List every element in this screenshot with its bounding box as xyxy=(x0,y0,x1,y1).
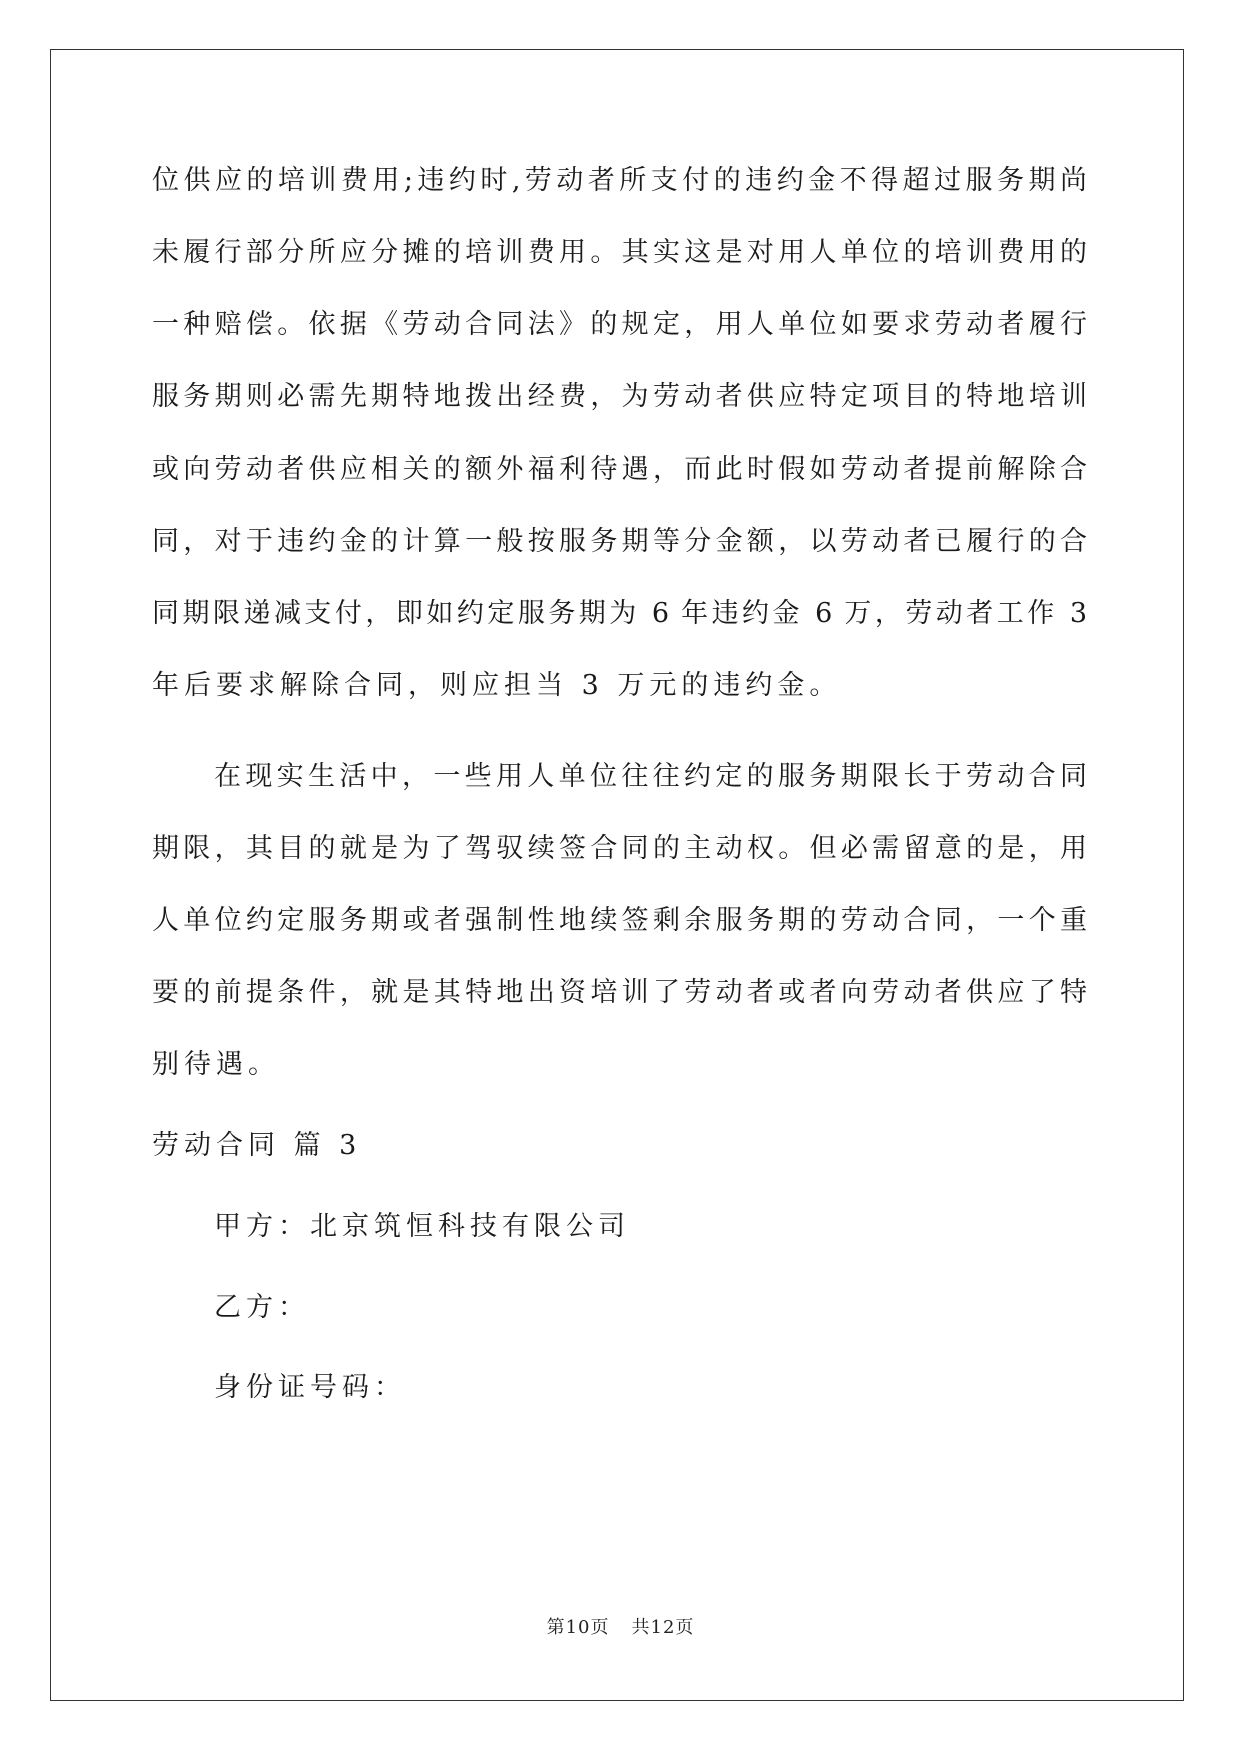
paragraph-line: 同期限递减支付，即如约定服务期为 6 年违约金 6 万，劳动者工作 3 xyxy=(152,598,1087,629)
paragraph-line: 或向劳动者供应相关的额外福利待遇，而此时假如劳动者提前解除合 xyxy=(152,454,1087,485)
paragraph-line: 未履行部分所应分摊的培训费用。其实这是对用人单位的培训费用的 xyxy=(152,237,1087,268)
page-footer xyxy=(0,1613,1241,1639)
paragraph-line: 要的前提条件，就是其特地出资培训了劳动者或者向劳动者供应了特 xyxy=(152,977,1087,1008)
paragraph-line: 位供应的培训费用;违约时,劳动者所支付的违约金不得超过服务期尚 xyxy=(152,165,1087,196)
paragraph-line: 别待遇。 xyxy=(152,1049,280,1080)
party-a-line: 甲方：北京筑恒科技有限公司 xyxy=(214,1211,630,1242)
section-heading: 劳动合同 篇 3 xyxy=(152,1130,362,1161)
id-number-line: 身份证号码： xyxy=(214,1372,406,1403)
paragraph-line: 在现实生活中，一些用人单位往往约定的服务期限长于劳动合同 xyxy=(214,761,1087,792)
paragraph-line: 一种赔偿。依据《劳动合同法》的规定，用人单位如要求劳动者履行 xyxy=(152,309,1087,340)
paragraph-line: 人单位约定服务期或者强制性地续签剩余服务期的劳动合同，一个重 xyxy=(152,905,1087,936)
paragraph-line: 期限，其目的就是为了驾驭续签合同的主动权。但必需留意的是，用 xyxy=(152,833,1087,864)
paragraph-line: 年后要求解除合同，则应担当 3 万元的违约金。 xyxy=(152,670,842,701)
party-b-line: 乙方： xyxy=(214,1292,310,1323)
page-total: 共12页 xyxy=(631,1617,695,1638)
paragraph-line: 同，对于违约金的计算一般按服务期等分金额，以劳动者已履行的合 xyxy=(152,526,1087,557)
page-current: 第10页 xyxy=(546,1617,610,1638)
paragraph-line: 服务期则必需先期特地拨出经费，为劳动者供应特定项目的特地培训 xyxy=(152,381,1087,412)
page-border xyxy=(50,49,1184,1701)
